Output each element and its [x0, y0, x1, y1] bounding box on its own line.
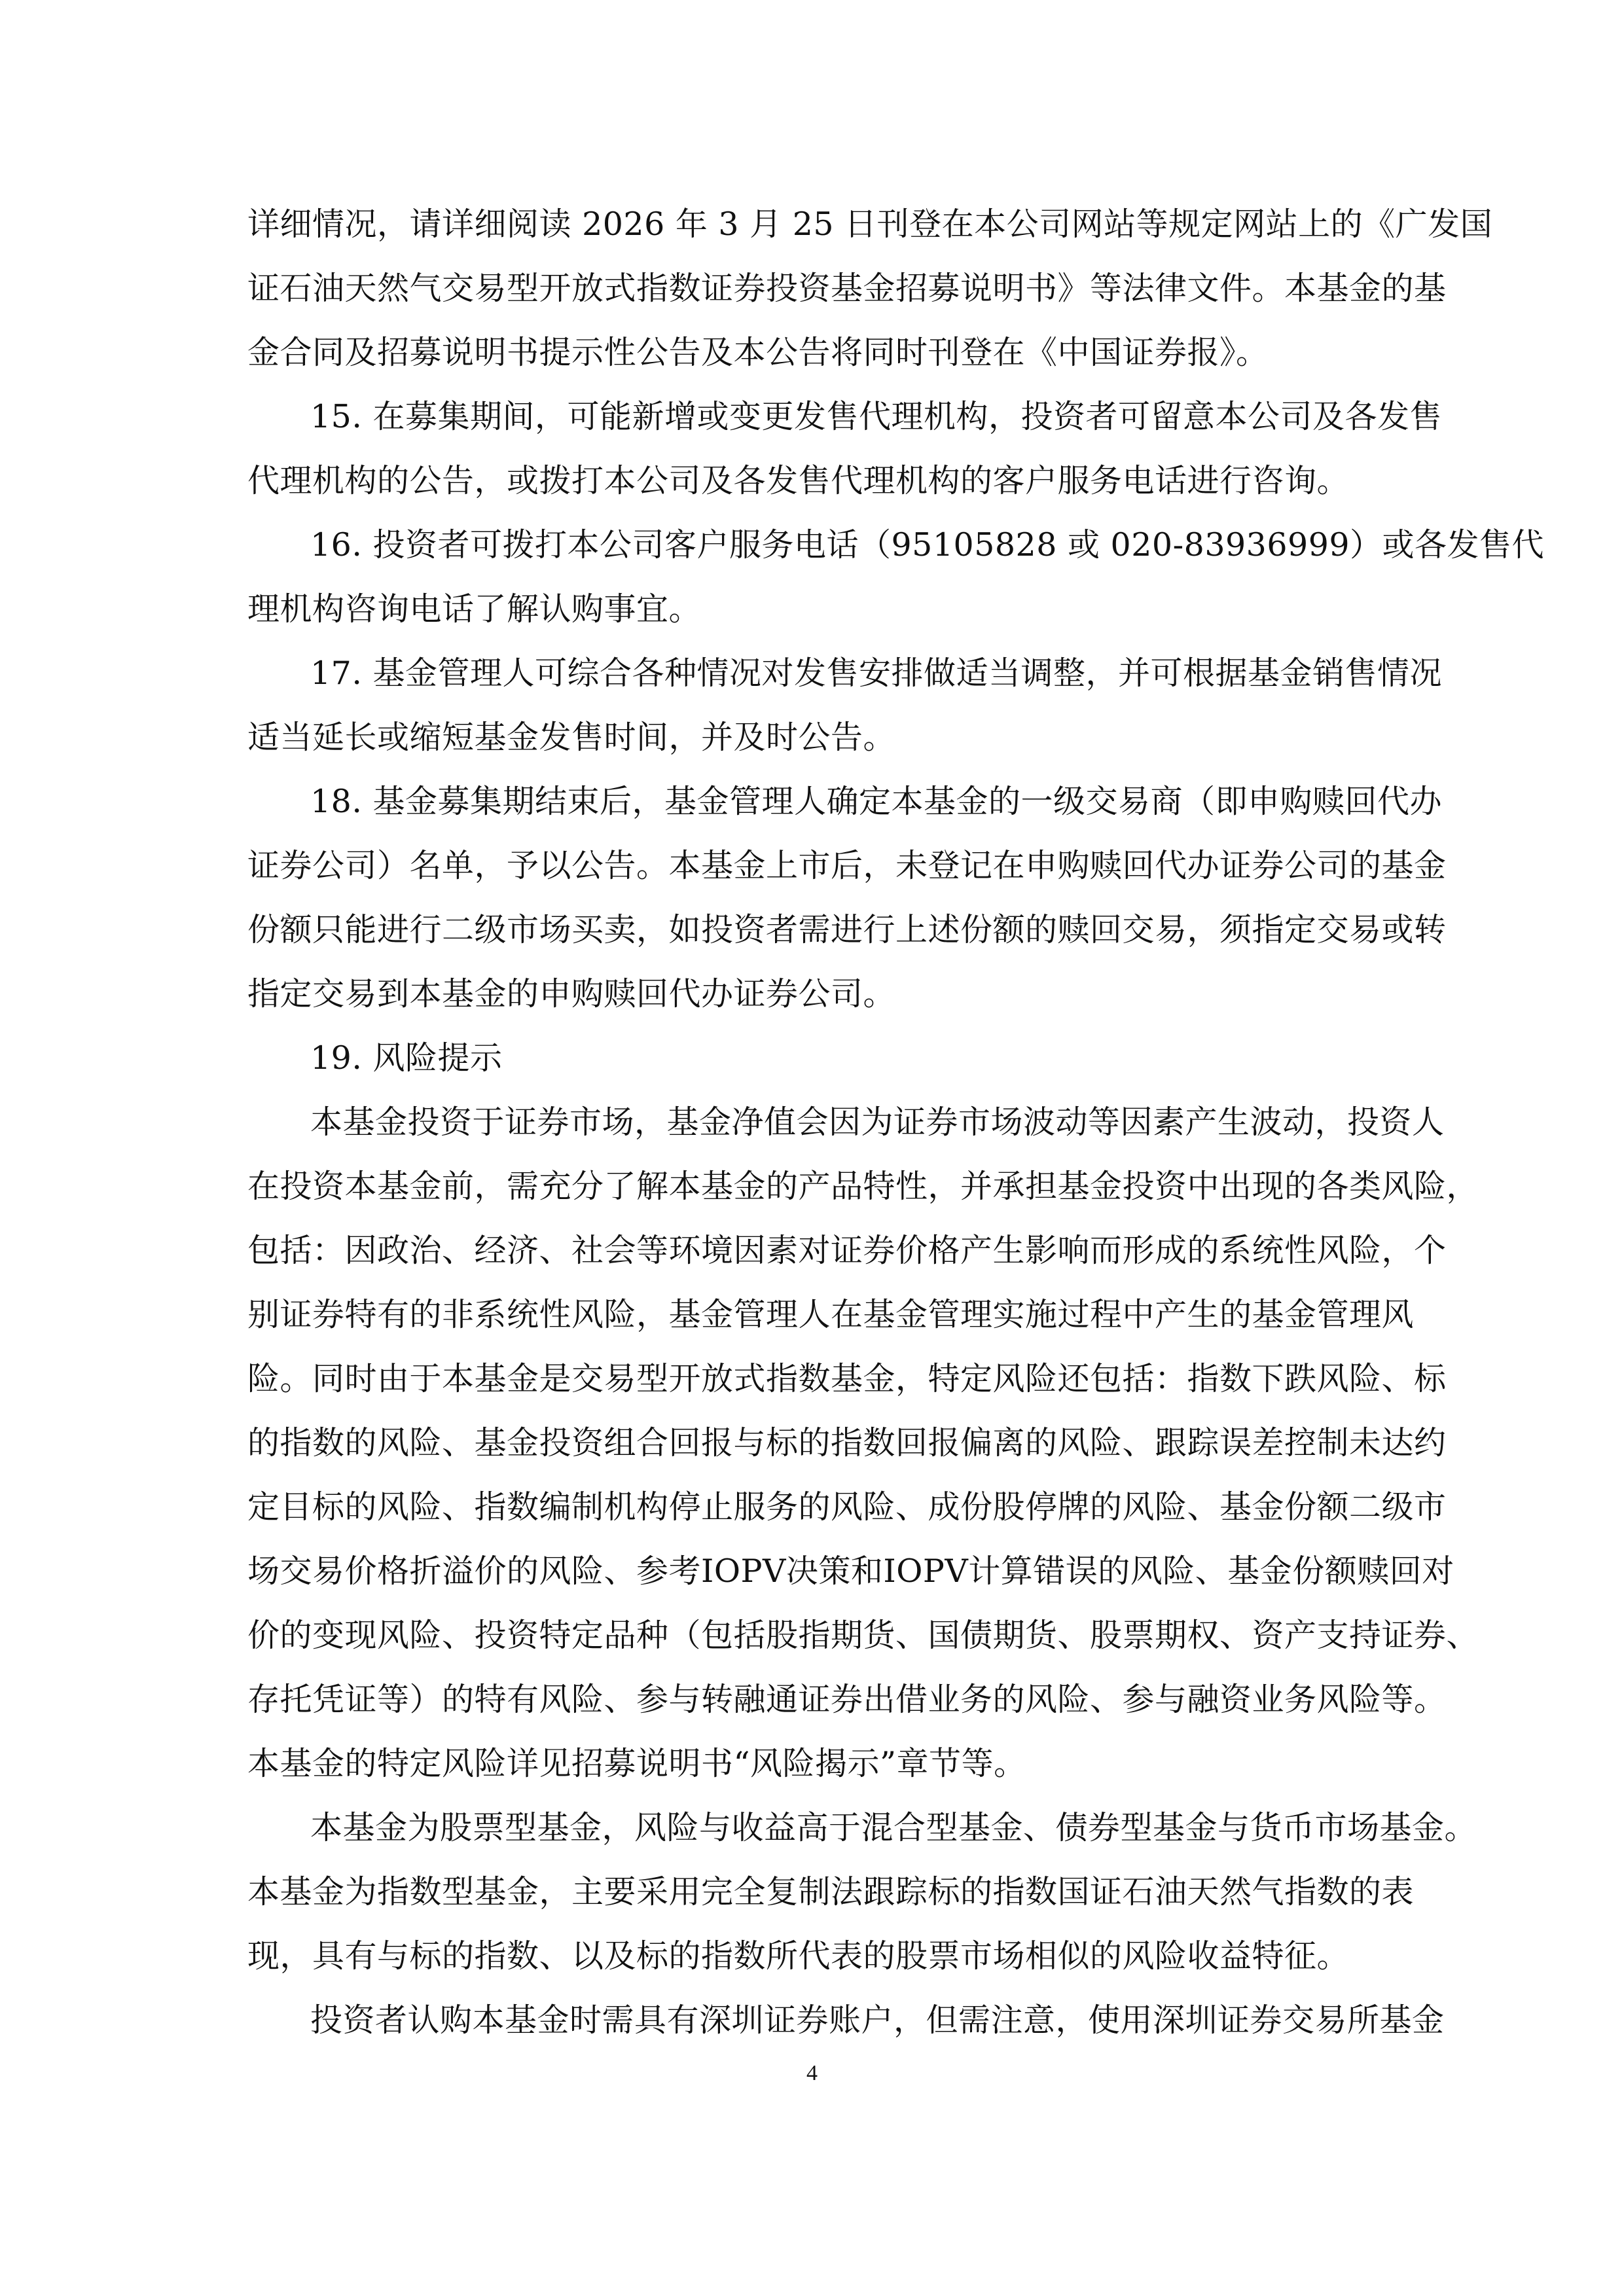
text-line: 场交易价格折溢价的风险、参考IOPV决策和IOPV计算错误的风险、基金份额赎回对	[247, 1552, 1454, 1590]
text-line: 详细情况，请详细阅读 2026 年 3 月 25 日刊登在本公司网站等规定网站上的《广发国	[247, 206, 1493, 243]
text-line: 别证券特有的非系统性风险，基金管理人在基金管理实施过程中产生的基金管理风	[247, 1296, 1415, 1333]
text-line: 份额只能进行二级市场买卖，如投资者需进行上述份额的赎回交易，须指定交易或转	[247, 911, 1447, 948]
text-line: 适当延长或缩短基金发售时间，并及时公告。	[247, 719, 896, 756]
text-line: 的指数的风险、基金投资组合回报与标的指数回报偏离的风险、跟踪误差控制未达约	[247, 1424, 1447, 1462]
text-line: 本基金为指数型基金，主要采用完全复制法跟踪标的指数国证石油天然气指数的表	[247, 1873, 1415, 1910]
text-line: 代理机构的公告，或拨打本公司及各发售代理机构的客户服务电话进行咨询。	[247, 462, 1350, 499]
item-19-heading-line: 19. 风险提示	[310, 1039, 503, 1077]
text-line: 定目标的风险、指数编制机构停止服务的风险、成份股停牌的风险、基金份额二级市	[247, 1488, 1447, 1526]
item-17-heading-line: 17. 基金管理人可综合各种情况对发售安排做适当调整，并可根据基金销售情况	[310, 655, 1443, 692]
text-line: 险。同时由于本基金是交易型开放式指数基金，特定风险还包括：指数下跌风险、标	[247, 1360, 1447, 1397]
paragraph-first-line: 投资者认购本基金时需具有深圳证券账户，但需注意，使用深圳证券交易所基金	[310, 2001, 1445, 2039]
text-line: 本基金的特定风险详见招募说明书“风险揭示”章节等。	[247, 1745, 1026, 1782]
text-line: 证石油天然气交易型开放式指数证券投资基金招募说明书》等法律文件。本基金的基	[247, 270, 1447, 307]
text-line: 金合同及招募说明书提示性公告及本公告将同时刊登在《中国证券报》。	[247, 334, 1269, 371]
text-line: 指定交易到本基金的申购赎回代办证券公司。	[247, 975, 896, 1013]
text-line: 价的变现风险、投资特定品种（包括股指期货、国债期货、股票期权、资产支持证券、	[247, 1617, 1479, 1654]
paragraph-first-line: 本基金投资于证券市场，基金净值会因为证券市场波动等因素产生波动，投资人	[310, 1103, 1445, 1141]
text-line: 理机构咨询电话了解认购事宜。	[247, 590, 702, 628]
item-15-heading-line: 15. 在募集期间，可能新增或变更发售代理机构，投资者可留意本公司及各发售	[310, 398, 1443, 435]
item-18-heading-line: 18. 基金募集期结束后，基金管理人确定本基金的一级交易商（即申购赎回代办	[310, 783, 1443, 820]
text-line: 存托凭证等）的特有风险、参与转融通证券出借业务的风险、参与融资业务风险等。	[247, 1681, 1447, 1718]
item-16-heading-line: 16. 投资者可拨打本公司客户服务电话（95105828 或 020-83936999）或各发售代	[310, 526, 1545, 564]
text-line: 证券公司）名单，予以公告。本基金上市后，未登记在申购赎回代办证券公司的基金	[247, 847, 1447, 884]
text-line: 在投资本基金前，需充分了解本基金的产品特性，并承担基金投资中出现的各类风险，	[247, 1168, 1479, 1205]
page-number: 4	[806, 2061, 818, 2085]
paragraph-first-line: 本基金为股票型基金，风险与收益高于混合型基金、债券型基金与货币市场基金。	[310, 1809, 1477, 1846]
text-line: 包括：因政治、经济、社会等环境因素对证券价格产生影响而形成的系统性风险，个	[247, 1232, 1447, 1269]
text-line: 现，具有与标的指数、以及标的指数所代表的股票市场相似的风险收益特征。	[247, 1937, 1350, 1975]
